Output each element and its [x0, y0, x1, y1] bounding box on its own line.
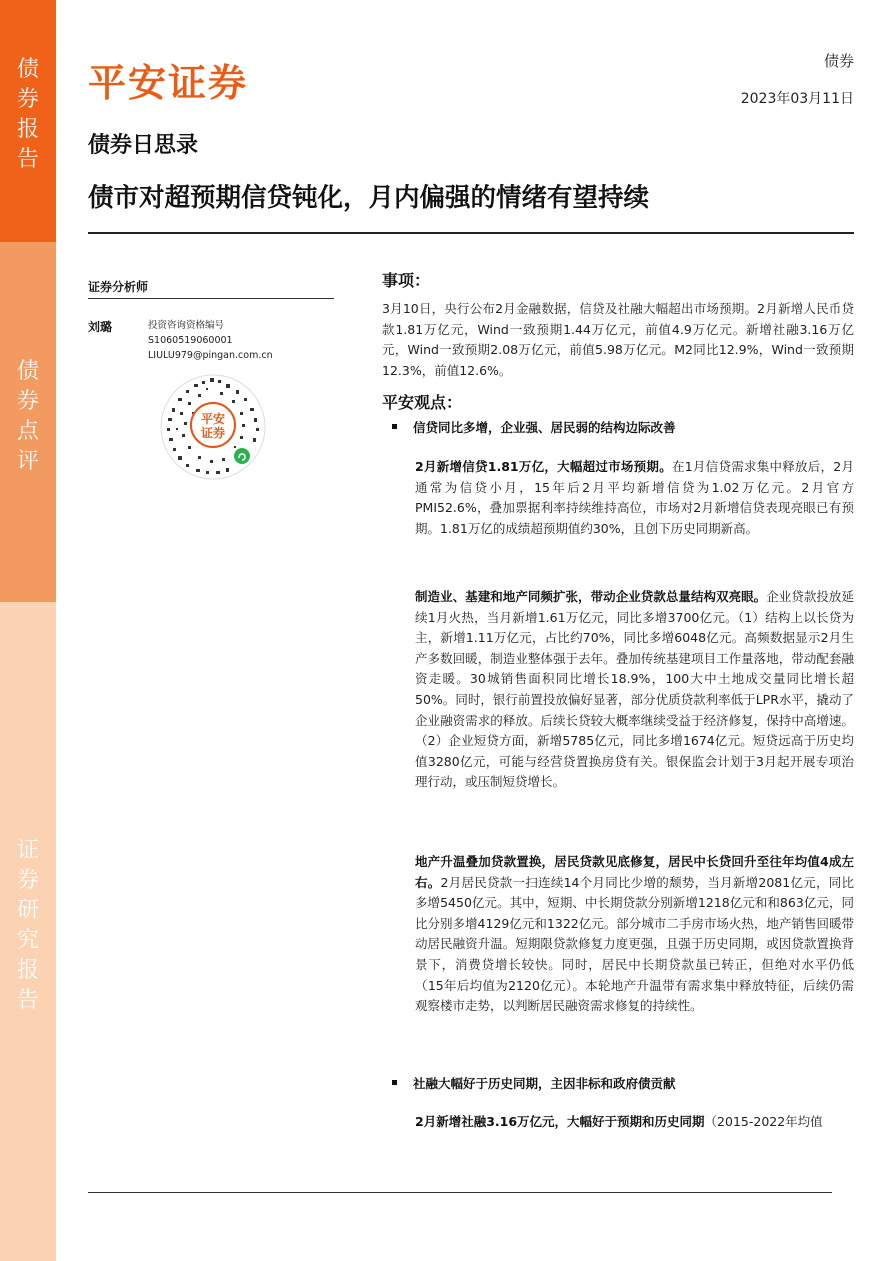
- mini-program-icon: [234, 448, 250, 464]
- matter-body: 3月10日，央行公布2月金融数据，信贷及社融大幅超出市场预期。2月新增人民币贷款1.81万亿元，Wind一致预期1.44万亿元，前值4.9万亿元。新增社融3.16万亿元，Wind一致预期2.08万亿元，前值5.98万亿元。M2同比12.9%，Wind一致预期12.3%，前值12.6%。: [382, 301, 854, 378]
- paragraph-household: [415, 852, 854, 1017]
- sidebar-label-comment: [0, 357, 56, 477]
- matter-section: [382, 268, 854, 381]
- report-category: 债券: [823, 52, 854, 70]
- sidebar: [0, 0, 56, 1261]
- sidebar-char: 究: [16, 928, 39, 953]
- sidebar-char: 点: [16, 419, 39, 444]
- bullet-square-icon: [392, 1080, 397, 1085]
- paragraph-credit: [415, 457, 854, 539]
- series-title: 债券日思录: [88, 133, 199, 158]
- analyst-cert-label: 投资咨询资格编号: [148, 320, 225, 331]
- report-date: 2023年03月11日: [740, 91, 854, 107]
- footer-divider: [88, 1192, 832, 1193]
- analyst-section-title: 证券分析师: [88, 280, 149, 294]
- sidebar-char: 券: [16, 868, 39, 893]
- bullet-credit-text: 信贷同比多增，企业强、居民弱的结构边际改善: [413, 420, 676, 435]
- sidebar-block-research: [0, 602, 56, 1261]
- sidebar-char: 研: [16, 898, 39, 923]
- view-title: 平安观点：: [382, 393, 463, 412]
- sidebar-char: 告: [16, 147, 39, 172]
- paragraph-social-financing: [415, 1112, 854, 1133]
- sidebar-char: 证: [16, 838, 39, 863]
- analyst-email[interactable]: LIULU979@pingan.com.cn: [148, 350, 273, 361]
- sidebar-char: 评: [16, 449, 39, 474]
- paragraph-household-text: 2月居民贷款一扫连续14个月同比少增的颓势，当月新增2081亿元，同比多增5450亿元。其中，短期、中长期贷款分别新增1218亿元和和863亿元，同比分别多增4129亿元和1322亿元。部分城市二手房市场火热，地产销售回暖带动居民融资升温。短期限贷款修复力度更强，且强于历史同期，或因贷款置换背景下，消费贷增长较快。同时，居民中长期贷款虽已转正，但绝对水平仍低（15年后均值为2120亿元）。本轮地产升温带有需求集中释放特征，后续仍需观察楼市走势，以判断居民融资需求修复的持续性。: [415, 874, 854, 1014]
- analyst-name: 刘璐: [88, 320, 113, 334]
- bullet-social-financing: [392, 1074, 676, 1092]
- qr-code[interactable]: [158, 372, 268, 482]
- sidebar-block-report: [0, 0, 56, 242]
- analyst-info: [148, 318, 273, 363]
- paragraph-social-financing-text: （2015-2022年均值: [704, 1114, 823, 1129]
- bullet-square-icon: [392, 424, 397, 429]
- analyst-divider: [88, 298, 334, 299]
- sidebar-char: 债: [16, 359, 39, 384]
- view-title-wrap: [382, 390, 854, 413]
- header-divider: [88, 232, 854, 234]
- sidebar-char: 券: [16, 389, 39, 414]
- sidebar-label-report: [0, 55, 56, 175]
- paragraph-credit-lead: 2月新增信贷1.81万亿，大幅超过市场预期。: [415, 459, 672, 474]
- sidebar-block-comment: [0, 242, 56, 602]
- qr-center-text-top: 平安: [200, 412, 226, 426]
- sidebar-char: 债: [16, 57, 39, 82]
- sidebar-char: 报: [16, 117, 39, 142]
- paragraph-credit-text: 在1月信贷需求集中释放后，2月通常为信贷小月，15年后2月平均新增信贷为1.02万亿元。2月官方PMI52.6%，叠加票据利率持续维持高位，市场对2月新增信贷表现亮眼已有预期。1.81万亿的成绩超预期值约30%，且创下历史同期新高。: [415, 459, 854, 536]
- paragraph-social-financing-lead: 2月新增社融3.16万亿元，大幅好于预期和历史同期: [415, 1114, 705, 1129]
- sidebar-label-research: [0, 836, 56, 1016]
- company-logo: 平安证券: [88, 61, 249, 105]
- analyst-cert-number: S1060519060001: [148, 335, 233, 346]
- qr-center-text-bottom: 证券: [200, 426, 226, 440]
- bullet-credit: [392, 418, 676, 436]
- bullet-social-financing-text: 社融大幅好于历史同期，主因非标和政府债贡献: [413, 1076, 676, 1091]
- sidebar-char: 报: [16, 958, 39, 983]
- paragraph-corporate-text: 企业贷款投放延续1月火热，当月新增1.61万亿元，同比多增3700亿元。（1）结构上以长贷为主，新增1.11万亿元，占比约70%，同比多增6048亿元。高频数据显示2月生产多数回暖，制造业整体强于去年。叠加传统基建项目工作量落地，带动配套融资走暖。30城销售面积同比增长18.9%，100大中土地成交量同比增长超50%。同时，银行前置投放偏好显著，部分优质贷款利率低于LPR水平，撬动了企业融资需求的释放。后续长贷较大概率继续受益于经济修复，保持中高增速。（2）企业短贷方面，新增5785亿元，同比多增1674亿元。短贷远高于历史均值3280亿元，可能与经营贷置换房贷有关。银保监会计划于3月起开展专项治理行动，或压制短贷增长。: [415, 589, 854, 790]
- sidebar-char: 券: [16, 87, 39, 112]
- paragraph-household-lead: 地产升温叠加贷款置换，居民贷款见底修复，居民中长贷回升至往年均值4成左右。: [415, 854, 854, 890]
- page-title: 债市对超预期信贷钝化，月内偏强的情绪有望持续: [88, 183, 650, 213]
- matter-title: 事项：: [382, 271, 431, 290]
- paragraph-corporate-lead: 制造业、基建和地产同频扩张，带动企业贷款总量结构双亮眼。: [415, 589, 767, 604]
- sidebar-char: 告: [16, 988, 39, 1013]
- paragraph-corporate: [415, 587, 854, 793]
